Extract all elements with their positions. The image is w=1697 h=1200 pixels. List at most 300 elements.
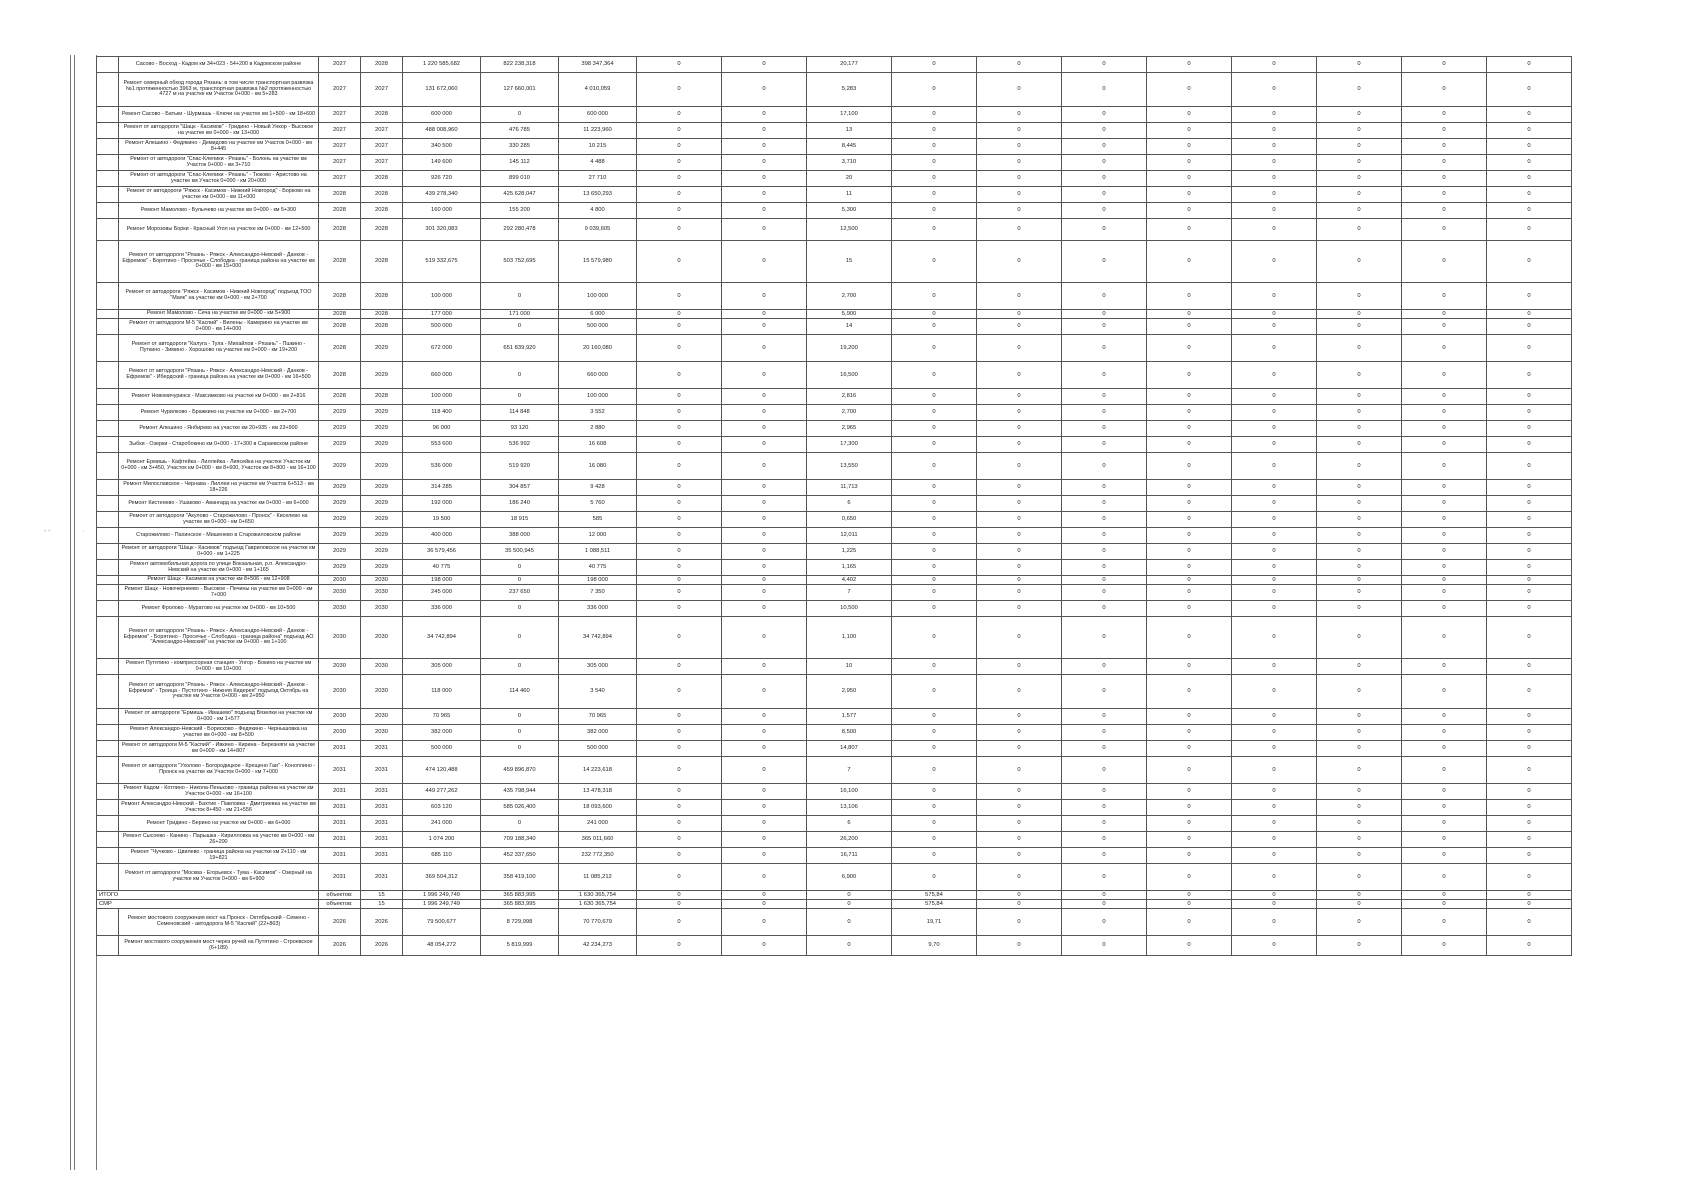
value-cell: 0 [1232,757,1317,784]
value-cell: 0 [1317,335,1402,362]
c1-cell: 0 [637,832,722,848]
fed-cell: 585 026,400 [481,800,559,816]
object-name: Ремонт Мамолово - Булычево на участке км 0+000 - км 5+300 [119,203,319,219]
value-cell: 0 [1317,421,1402,437]
c2-cell: 0 [722,453,807,480]
value-cell: 0 [1402,936,1487,956]
value-cell: 0 [1062,107,1147,123]
km-cell: 2,965 [807,421,892,437]
value-cell: 0 [977,741,1062,757]
fed-cell: 186 240 [481,496,559,512]
fed-cell: 0 [481,725,559,741]
value-cell: 0 [1062,891,1147,900]
value-cell: 0 [1487,757,1572,784]
total-cell: 100 000 [403,389,481,405]
cost-cell: 0 [892,123,977,139]
y1-cell: 2030 [319,617,361,659]
c1-cell: 0 [637,800,722,816]
reg-cell: 660 000 [559,362,637,389]
value-cell: 0 [1317,900,1402,909]
value-cell: 0 [1232,203,1317,219]
reg-cell: 18 093,600 [559,800,637,816]
value-cell: 0 [1487,832,1572,848]
value-cell: 0 [1147,891,1232,900]
value-cell: 0 [1487,560,1572,576]
y1-cell: 2028 [319,389,361,405]
c1-cell: 0 [637,362,722,389]
cost-cell: 0 [892,585,977,601]
value-cell: 0 [1232,784,1317,800]
value-cell: 0 [1487,219,1572,241]
value-cell: 0 [1487,936,1572,956]
y2-cell: 2027 [361,73,403,107]
value-cell: 0 [1232,576,1317,585]
value-cell: 0 [1232,123,1317,139]
object-name: Ремонт Путятино - компрессорная станция - Унгор - Бокино на участке км 0+000 - км 10+000 [119,659,319,675]
y2-cell: 2027 [361,139,403,155]
fed-cell: 0 [481,816,559,832]
c1-cell: 0 [637,936,722,956]
c1-cell: 0 [637,757,722,784]
reg-cell: 198 000 [559,576,637,585]
value-cell: 0 [1317,936,1402,956]
value-cell: 0 [1317,757,1402,784]
y1-cell: 2027 [319,171,361,187]
y2-cell: 2029 [361,544,403,560]
value-cell: 0 [1062,421,1147,437]
value-cell: 0 [1147,617,1232,659]
row-gutter [97,203,119,219]
value-cell: 0 [1402,675,1487,709]
value-cell: 0 [1402,900,1487,909]
reg-cell: 15 579,980 [559,241,637,283]
binding-line [70,55,71,1170]
value-cell: 0 [1317,601,1402,617]
value-cell: 0 [1487,187,1572,203]
fed-cell: 0 [481,601,559,617]
reg-cell: 232 772,350 [559,848,637,864]
total-cell: 519 332,675 [403,241,481,283]
total-cell: 369 504,312 [403,864,481,891]
y1-cell: 2028 [319,310,361,319]
c1-cell: 0 [637,560,722,576]
cell: 0 [722,891,807,900]
km-cell: 20,177 [807,57,892,73]
value-cell: 0 [1062,864,1147,891]
row-gutter [97,816,119,832]
y1-cell: 2030 [319,709,361,725]
y2-cell: 2029 [361,480,403,496]
y2-cell: 2030 [361,601,403,617]
value-cell: 0 [977,496,1062,512]
object-name: Ремонт от автодороги "Рязань - Ряжск - Александро-Невский - Данков - Ефремов" - Борятино - Просечье - Слободка - граница района на участке км 0+000 - км 15+000 [119,241,319,283]
reg-cell: 382 000 [559,725,637,741]
fed-cell: 35 500,945 [481,544,559,560]
value-cell: 0 [1062,219,1147,241]
km-cell: 1,100 [807,617,892,659]
value-cell: 0 [1062,57,1147,73]
value-cell: 0 [977,437,1062,453]
km-cell: 7 [807,757,892,784]
value-cell: 0 [1487,725,1572,741]
value-cell: 0 [1317,123,1402,139]
value-cell: 0 [1147,816,1232,832]
value-cell: 0 [1232,362,1317,389]
y2-cell: 2031 [361,784,403,800]
value-cell: 0 [1147,437,1232,453]
value-cell: 0 [1062,848,1147,864]
total-row [97,891,1572,900]
reg-cell: 365 011,660 [559,832,637,848]
value-cell: 0 [1402,437,1487,453]
cost-cell: 0 [892,319,977,335]
c2-cell: 0 [722,57,807,73]
y1-cell: 2031 [319,800,361,816]
reg-cell: 3 552 [559,405,637,421]
total-cell: 553 600 [403,437,481,453]
object-name: Ремонт Чурилково - Бражкино на участке км 0+000 - км 2+700 [119,405,319,421]
km-cell: 6 [807,496,892,512]
table-row [97,73,1572,107]
c2-cell: 0 [722,241,807,283]
cost-cell: 0 [892,512,977,528]
table-row [97,909,1572,936]
table-row [97,319,1572,335]
value-cell: 0 [1317,891,1402,900]
c1-cell: 0 [637,319,722,335]
value-cell: 0 [1487,544,1572,560]
value-cell: 0 [977,675,1062,709]
y1-cell: 2031 [319,816,361,832]
value-cell: 0 [1402,480,1487,496]
table-row [97,203,1572,219]
row-gutter [97,617,119,659]
km-cell: 0,650 [807,512,892,528]
c2-cell: 0 [722,362,807,389]
cost-cell: 0 [892,480,977,496]
row-gutter [97,405,119,421]
value-cell: 0 [1062,544,1147,560]
cost-cell: 0 [892,241,977,283]
y1-cell: 2030 [319,585,361,601]
km-cell: 20 [807,171,892,187]
value-cell: 0 [977,544,1062,560]
value-cell: 0 [977,832,1062,848]
value-cell: 0 [977,405,1062,421]
object-name: Ремонт Кадом - Котлино - Никола-Пеньково - граница района на участке км Участок 0+000 - км 16+100 [119,784,319,800]
km-cell: 1,165 [807,560,892,576]
value-cell: 0 [1402,864,1487,891]
total-cell: 1 996 249,749 [403,891,481,900]
table-row [97,496,1572,512]
cost-cell: 0 [892,784,977,800]
reg-cell: 40 775 [559,560,637,576]
value-cell: 0 [977,283,1062,310]
y2-cell: 2028 [361,389,403,405]
object-name: Зыбки - Озерки - Старобокино км 0+000 - 17+300 в Сараевском районе [119,437,319,453]
value-cell: 0 [1232,725,1317,741]
value-cell: 0 [1062,335,1147,362]
y2-cell: 2029 [361,421,403,437]
cost-cell: 0 [892,757,977,784]
value-cell: 0 [1402,203,1487,219]
fed-cell: 0 [481,389,559,405]
y1-cell: 2029 [319,528,361,544]
value-cell: 0 [977,123,1062,139]
c2-cell: 0 [722,560,807,576]
y2-cell: 2028 [361,310,403,319]
value-cell: 0 [1402,528,1487,544]
value-cell: 0 [1317,241,1402,283]
value-cell: 0 [1232,319,1317,335]
object-name: Ремонт от автодороги "Рязань - Ряжск - Александро-Невский - Данков - Ефремов" - Борятино - Просечье - Слободка - граница района" подъезд АО "Александро-Невский" на участке км 0+000 - км 1+100 [119,617,319,659]
value-cell: 0 [1062,576,1147,585]
row-gutter [97,480,119,496]
table-row [97,171,1572,187]
value-cell: 0 [1487,241,1572,283]
object-name: Ремонт "Чучково - Цвилево - граница района на участке км 2+110 - км 19+821 [119,848,319,864]
value-cell: 0 [977,848,1062,864]
c1-cell: 0 [637,528,722,544]
y1-cell: 2031 [319,784,361,800]
value-cell: 0 [1402,283,1487,310]
value-cell: 0 [1062,389,1147,405]
value-cell: 0 [1062,659,1147,675]
value-cell: 0 [1232,800,1317,816]
c2-cell: 0 [722,512,807,528]
table-row [97,139,1572,155]
y2-cell: 2028 [361,219,403,241]
value-cell: 0 [1487,784,1572,800]
row-gutter [97,576,119,585]
value-cell: 0 [1317,319,1402,335]
total-cell: 439 278,340 [403,187,481,203]
y1-cell: 2031 [319,864,361,891]
reg-cell: 500 000 [559,741,637,757]
c1-cell: 0 [637,57,722,73]
km-cell: 0 [807,900,892,909]
km-cell: 0 [807,909,892,936]
table-row [97,241,1572,283]
total-cell: 685 110 [403,848,481,864]
value-cell: 0 [1232,389,1317,405]
value-cell: 0 [1402,362,1487,389]
table-row [97,848,1572,864]
value-cell: 0 [1062,741,1147,757]
value-cell: 0 [1147,389,1232,405]
value-cell: 0 [1317,544,1402,560]
y2-cell: 2026 [361,909,403,936]
total-cell: 36 579,456 [403,544,481,560]
c2-cell: 0 [722,219,807,241]
value-cell: 0 [1317,139,1402,155]
value-cell: 0 [1317,528,1402,544]
row-gutter [97,123,119,139]
total-cell: 70 965 [403,709,481,725]
reg-cell: 16 608 [559,437,637,453]
cost-cell: 0 [892,617,977,659]
reg-cell: 34 742,894 [559,617,637,659]
value-cell: 0 [1317,709,1402,725]
object-name: Ремонт Александро-Невский - Бахтие - Павловка - Дмитриевка на участке км Участок 8+450 - км 21+556 [119,800,319,816]
table-row [97,437,1572,453]
cost-cell: 0 [892,453,977,480]
row-gutter [97,936,119,956]
value-cell: 0 [1402,725,1487,741]
km-cell: 2,950 [807,675,892,709]
km-cell: 6 [807,816,892,832]
value-cell: 0 [1402,816,1487,832]
y1-cell: 2029 [319,560,361,576]
y1-cell: 2028 [319,203,361,219]
value-cell: 0 [1232,900,1317,909]
value-cell: 0 [1402,155,1487,171]
table-row [97,480,1572,496]
value-cell: 0 [1147,405,1232,421]
value-cell: 0 [1487,909,1572,936]
row-gutter [97,800,119,816]
cost-cell: 0 [892,725,977,741]
row-gutter [97,709,119,725]
y2-cell: 2030 [361,725,403,741]
value-cell: 0 [1062,73,1147,107]
c2-cell: 0 [722,936,807,956]
c2-cell: 0 [722,576,807,585]
reg-cell: 11 223,960 [559,123,637,139]
value-cell: 0 [1147,784,1232,800]
fed-cell: 425 628,047 [481,187,559,203]
c2-cell: 0 [722,816,807,832]
value-cell: 0 [1232,848,1317,864]
c2-cell: 0 [722,107,807,123]
value-cell: 0 [1487,107,1572,123]
c2-cell: 0 [722,310,807,319]
value-cell: 0 [1147,900,1232,909]
reg-cell: 7 350 [559,585,637,601]
y1-cell: 2027 [319,73,361,107]
cost-cell: 0 [892,437,977,453]
object-name: Сасово - Восход - Кадом км 34+023 - 54+200 в Кадомском районе [119,57,319,73]
value-cell: 0 [1062,800,1147,816]
value-cell: 0 [1232,57,1317,73]
y2-cell: 2030 [361,617,403,659]
fed-cell: 0 [481,617,559,659]
y2-cell: 2029 [361,362,403,389]
value-cell: 0 [1147,335,1232,362]
table-row [97,757,1572,784]
c2-cell: 0 [722,544,807,560]
y1-cell: 2029 [319,453,361,480]
y1-cell: 2026 [319,936,361,956]
object-name: Ремонт от автодороги "Спас-Клепики - Рязань" - Тюково - Аристово на участке км Участок 0+000 - км 20+000 [119,171,319,187]
cost-cell: 0 [892,659,977,675]
fed-cell: 114 848 [481,405,559,421]
object-name: Ремонт Кистенево - Ушаково - Авангард на участке км 0+000 - км 6+000 [119,496,319,512]
cost-cell: 0 [892,528,977,544]
value-cell: 0 [1062,709,1147,725]
c2-cell: 0 [722,617,807,659]
value-cell: 0 [1147,832,1232,848]
table-row [97,57,1572,73]
margin-mark: · [82,528,85,535]
object-name: Ремонт от автодороги М-5 "Каспий" - Вилены - Камерино на участке км 0+000 - км 14+000 [119,319,319,335]
reg-cell: 585 [559,512,637,528]
row-gutter [97,241,119,283]
y1-cell: 2028 [319,219,361,241]
c2-cell: 0 [722,139,807,155]
table-row [97,544,1572,560]
fed-cell: 0 [481,741,559,757]
cost-cell: 0 [892,601,977,617]
value-cell: 0 [1402,601,1487,617]
value-cell: 0 [1317,725,1402,741]
value-cell: 0 [1147,585,1232,601]
km-cell: 8,500 [807,725,892,741]
c1-cell: 0 [637,512,722,528]
object-name: Ремонт от автодороги М-5 "Каспий" - Ивкино - Кирина - Березняги на участке км 0+000 - км 14+807 [119,741,319,757]
y1-cell: 2029 [319,544,361,560]
value-cell: 0 [1062,123,1147,139]
reg-cell: 398 347,364 [559,57,637,73]
y1-cell: 2027 [319,139,361,155]
c2-cell: 0 [722,437,807,453]
y2-cell: 2029 [361,453,403,480]
km-cell: 12,011 [807,528,892,544]
value-cell: 0 [1487,675,1572,709]
cost-cell: 0 [892,310,977,319]
object-name: Ремонт от автодороги "Шацк - Касимов" подъезд Гавриловское на участке км 0+000 - км 1+225 [119,544,319,560]
value-cell: 0 [1487,576,1572,585]
margin-mark: - - [44,528,51,535]
value-cell: 0 [977,585,1062,601]
value-cell: 0 [1402,405,1487,421]
c2-cell: 0 [722,601,807,617]
reg-cell: 42 234,273 [559,936,637,956]
value-cell: 0 [1062,617,1147,659]
cost-cell: 0 [892,171,977,187]
c2-cell: 0 [722,480,807,496]
y1-cell: 2028 [319,283,361,310]
total-cell: 19 500 [403,512,481,528]
total-cell: 500 000 [403,741,481,757]
fed-cell: 93 120 [481,421,559,437]
value-cell: 0 [1487,362,1572,389]
value-cell: 0 [1402,784,1487,800]
object-name: Ремонт Мамолово - Сеча на участке км 0+000 - км 5+900 [119,310,319,319]
c2-cell: 0 [722,725,807,741]
y1-cell: 2028 [319,362,361,389]
value-cell: 0 [1147,421,1232,437]
table-row [97,864,1572,891]
value-cell: 0 [1232,936,1317,956]
value-cell: 0 [1317,219,1402,241]
km-cell: 8,445 [807,139,892,155]
total-cell: 536 000 [403,453,481,480]
fed-cell: 358 419,100 [481,864,559,891]
km-cell: 6,900 [807,864,892,891]
table-row [97,725,1572,741]
value-cell: 0 [1317,362,1402,389]
value-cell: 0 [1402,560,1487,576]
value-cell: 0 [977,617,1062,659]
object-name: Ремонт от автодороги "Ухолово - Богородицкое - Крещено Гаи" - Коноплино - Пронск на участке км Участок 0+000 - км 7+000 [119,757,319,784]
y1-cell: 2027 [319,57,361,73]
value-cell: 0 [977,800,1062,816]
fed-cell: 5 819,999 [481,936,559,956]
value-cell: 0 [977,528,1062,544]
y2-cell: 2028 [361,203,403,219]
c1-cell: 0 [637,437,722,453]
